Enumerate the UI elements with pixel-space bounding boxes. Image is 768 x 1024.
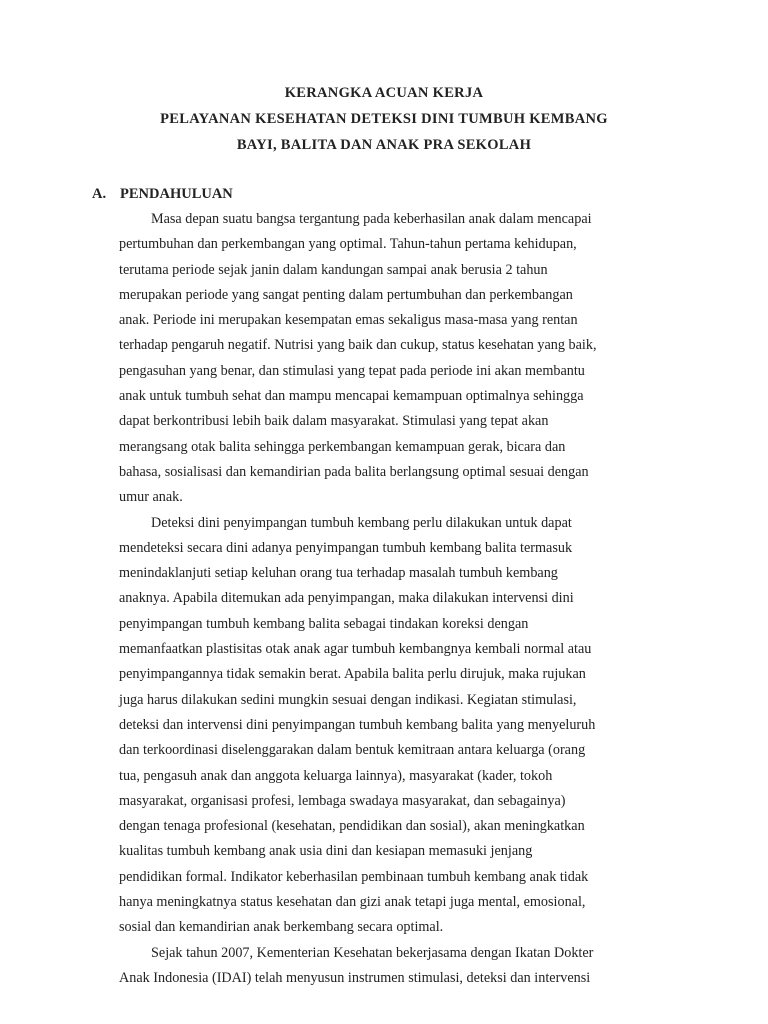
text-line: anak. Periode ini merupakan kesempatan emas sekaligus masa-masa yang rentan [119, 312, 578, 329]
paragraph [119, 941, 641, 992]
text-line: Sejak tahun 2007, Kementerian Kesehatan bekerjasama dengan Ikatan Dokter [151, 944, 594, 961]
text-line: juga harus dilakukan sedini mungkin sesuai dengan indikasi. Kegiatan stimulasi, [119, 691, 577, 708]
text-line: hanya meningkatnya status kesehatan dan gizi anak tetapi juga mental, emosional, [119, 894, 586, 911]
text-line: Deteksi dini penyimpangan tumbuh kembang perlu dilakukan untuk dapat [151, 514, 572, 531]
text-line: menindaklanjuti setiap keluhan orang tua terhadap masalah tumbuh kembang [119, 565, 558, 582]
text-line: kualitas tumbuh kembang anak usia dini dan kesiapan memasuki jenjang [119, 843, 533, 860]
text-line: terutama periode sejak janin dalam kandungan sampai anak berusia 2 tahun [119, 261, 548, 278]
text-line: mendeteksi secara dini adanya penyimpangan tumbuh kembang balita termasuk [119, 539, 573, 556]
text-line: merangsang otak balita sehingga perkembangan kemampuan gerak, bicara dan [119, 438, 566, 455]
text-line: terhadap pengaruh negatif. Nutrisi yang baik dan cukup, status kesehatan yang baik, [119, 337, 597, 354]
text-line: masyarakat, organisasi profesi, lembaga swadaya masyarakat, dan sebagainya) [119, 792, 566, 809]
text-line: pertumbuhan dan perkembangan yang optimal. Tahun-tahun pertama kehidupan, [119, 236, 577, 253]
text-line: pendidikan formal. Indikator keberhasilan pembinaan tumbuh kembang anak tidak [119, 868, 589, 885]
section-heading [92, 182, 233, 206]
text-line: bahasa, sosialisasi dan kemandirian pada balita berlangsung optimal sesuai dengan [119, 463, 589, 480]
document-body [119, 207, 641, 991]
paragraph [119, 511, 641, 941]
text-line: dan terkoordinasi diselenggarakan dalam bentuk kemitraan antara keluarga (orang [119, 742, 586, 759]
text-line: merupakan periode yang sangat penting dalam pertumbuhan dan perkembangan [119, 286, 573, 303]
text-line: tua, pengasuh anak dan anggota keluarga lainnya), masyarakat (kader, tokoh [119, 767, 553, 784]
text-line: sosial dan kemandirian anak berkembang secara optimal. [119, 919, 444, 936]
text-line: Masa depan suatu bangsa tergantung pada keberhasilan anak dalam mencapai [151, 211, 592, 227]
text-line: pengasuhan yang benar, dan stimulasi yang tepat pada periode ini akan membantu [119, 362, 585, 379]
text-line: dapat berkontribusi lebih baik dalam masyarakat. Stimulasi yang tepat akan [119, 413, 549, 430]
text-line: umur anak. [119, 489, 183, 506]
title-line: PELAYANAN KESEHATAN DETEKSI DINI TUMBUH KEMBANG [160, 111, 608, 127]
text-line: memanfaatkan plastisitas otak anak agar tumbuh kembangnya kembali normal atau [119, 641, 592, 658]
document-title [92, 80, 676, 158]
text-line: penyimpangan tumbuh kembang balita sebagai tindakan koreksi dengan [119, 615, 529, 632]
paragraph [119, 207, 641, 511]
text-line: Anak Indonesia (IDAI) telah menyusun instrumen stimulasi, deteksi dan intervensi [119, 969, 591, 986]
text-line: dengan tenaga profesional (kesehatan, pendidikan dan sosial), akan meningkatkan [119, 818, 585, 835]
section-title: PENDAHULUAN [120, 186, 233, 202]
text-line: penyimpangannya tidak semakin berat. Apabila balita perlu dirujuk, maka rujukan [119, 666, 586, 683]
text-line: anak untuk tumbuh sehat dan mampu mencapai kemampuan optimalnya sehingga [119, 388, 584, 405]
section-letter: A. [92, 186, 107, 202]
text-line: deteksi dan intervensi dini penyimpangan tumbuh kembang balita yang menyeluruh [119, 716, 596, 733]
title-line: BAYI, BALITA DAN ANAK PRA SEKOLAH [236, 137, 532, 153]
title-line: KERANGKA ACUAN KERJA [284, 85, 484, 101]
text-line: anaknya. Apabila ditemukan ada penyimpangan, maka dilakukan intervensi dini [119, 590, 574, 607]
